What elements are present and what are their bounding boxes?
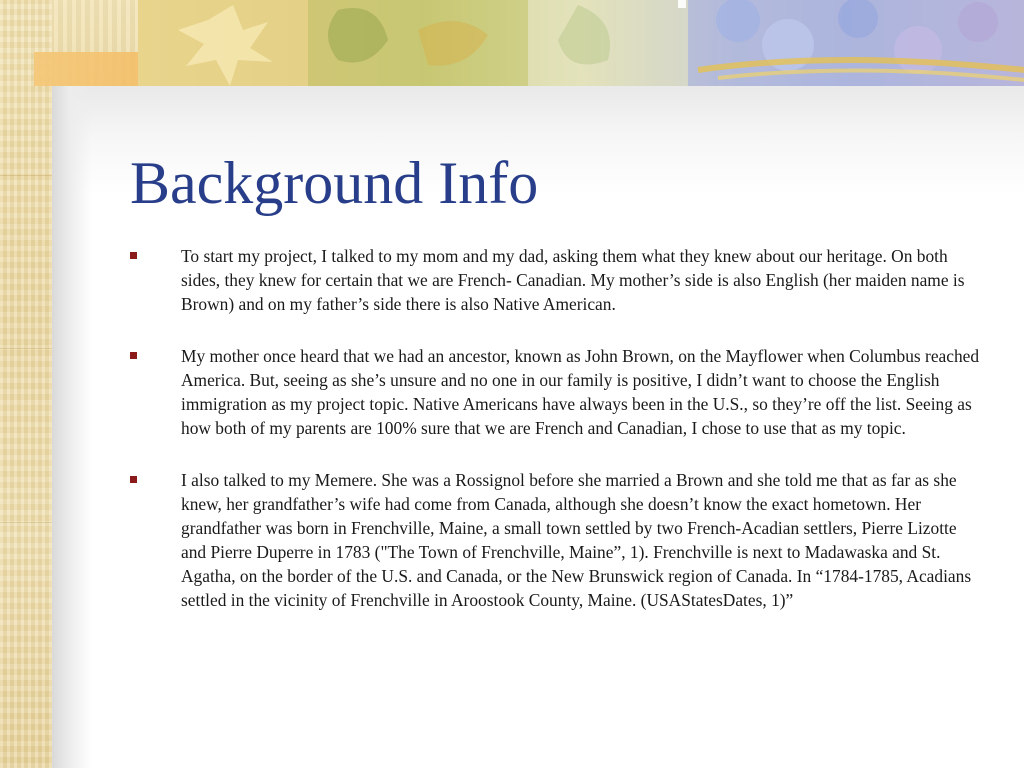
bullet-text: My mother once heard that we had an ancestor, known as John Brown, on the Mayflower when Columbus reached America. But, seeing as she’s unsure and no one in our family is positive, I didn’t want to choose the English immigration as my project topic. Native Americans have always been in the U.S., so they’re off the list. Seeing as how both of my parents are 100% sure that we are French and Canadian, I chose to use that as my topic. xyxy=(181,346,980,438)
square-bullet-icon xyxy=(130,476,137,483)
square-bullet-icon xyxy=(130,252,137,259)
slide-title: Background Info xyxy=(130,150,539,216)
bullet-list xyxy=(130,244,985,640)
bullet-item xyxy=(130,244,985,316)
bullet-item xyxy=(130,344,985,440)
bullet-text: I also talked to my Memere. She was a Rossignol before she married a Brown and she told me that as far as she knew, her grandfather’s wife had come from Canada, although she doesn’t know the exact hometown. Her grandfather was born in Frenchville, Maine, a small town settled by two French-Acadian settlers, Pierre Lizotte and Pierre Duperre in 1783 ("The Town of Frenchville, Maine”, 1). Frenchville is next to Madawaska and St. Agatha, on the border of the U.S. and Canada, or the New Brunswick region of Canada. In “1784-1785, Acadians settled in the vicinity of Frenchville in Aroostook County, Maine. (USAStatesDates, 1)” xyxy=(181,470,972,610)
parchment-left-strip xyxy=(0,0,52,768)
bullet-item xyxy=(130,468,985,612)
panel-shadow xyxy=(52,86,92,768)
square-bullet-icon xyxy=(130,352,137,359)
collage-banner-image xyxy=(138,0,1024,86)
bullet-text: To start my project, I talked to my mom and my dad, asking them what they knew about our heritage. On both sides, they knew for certain that we are French- Canadian. My mother’s side is also English (her maiden name is Brown) and on my father’s side there is also Native American. xyxy=(181,246,965,314)
